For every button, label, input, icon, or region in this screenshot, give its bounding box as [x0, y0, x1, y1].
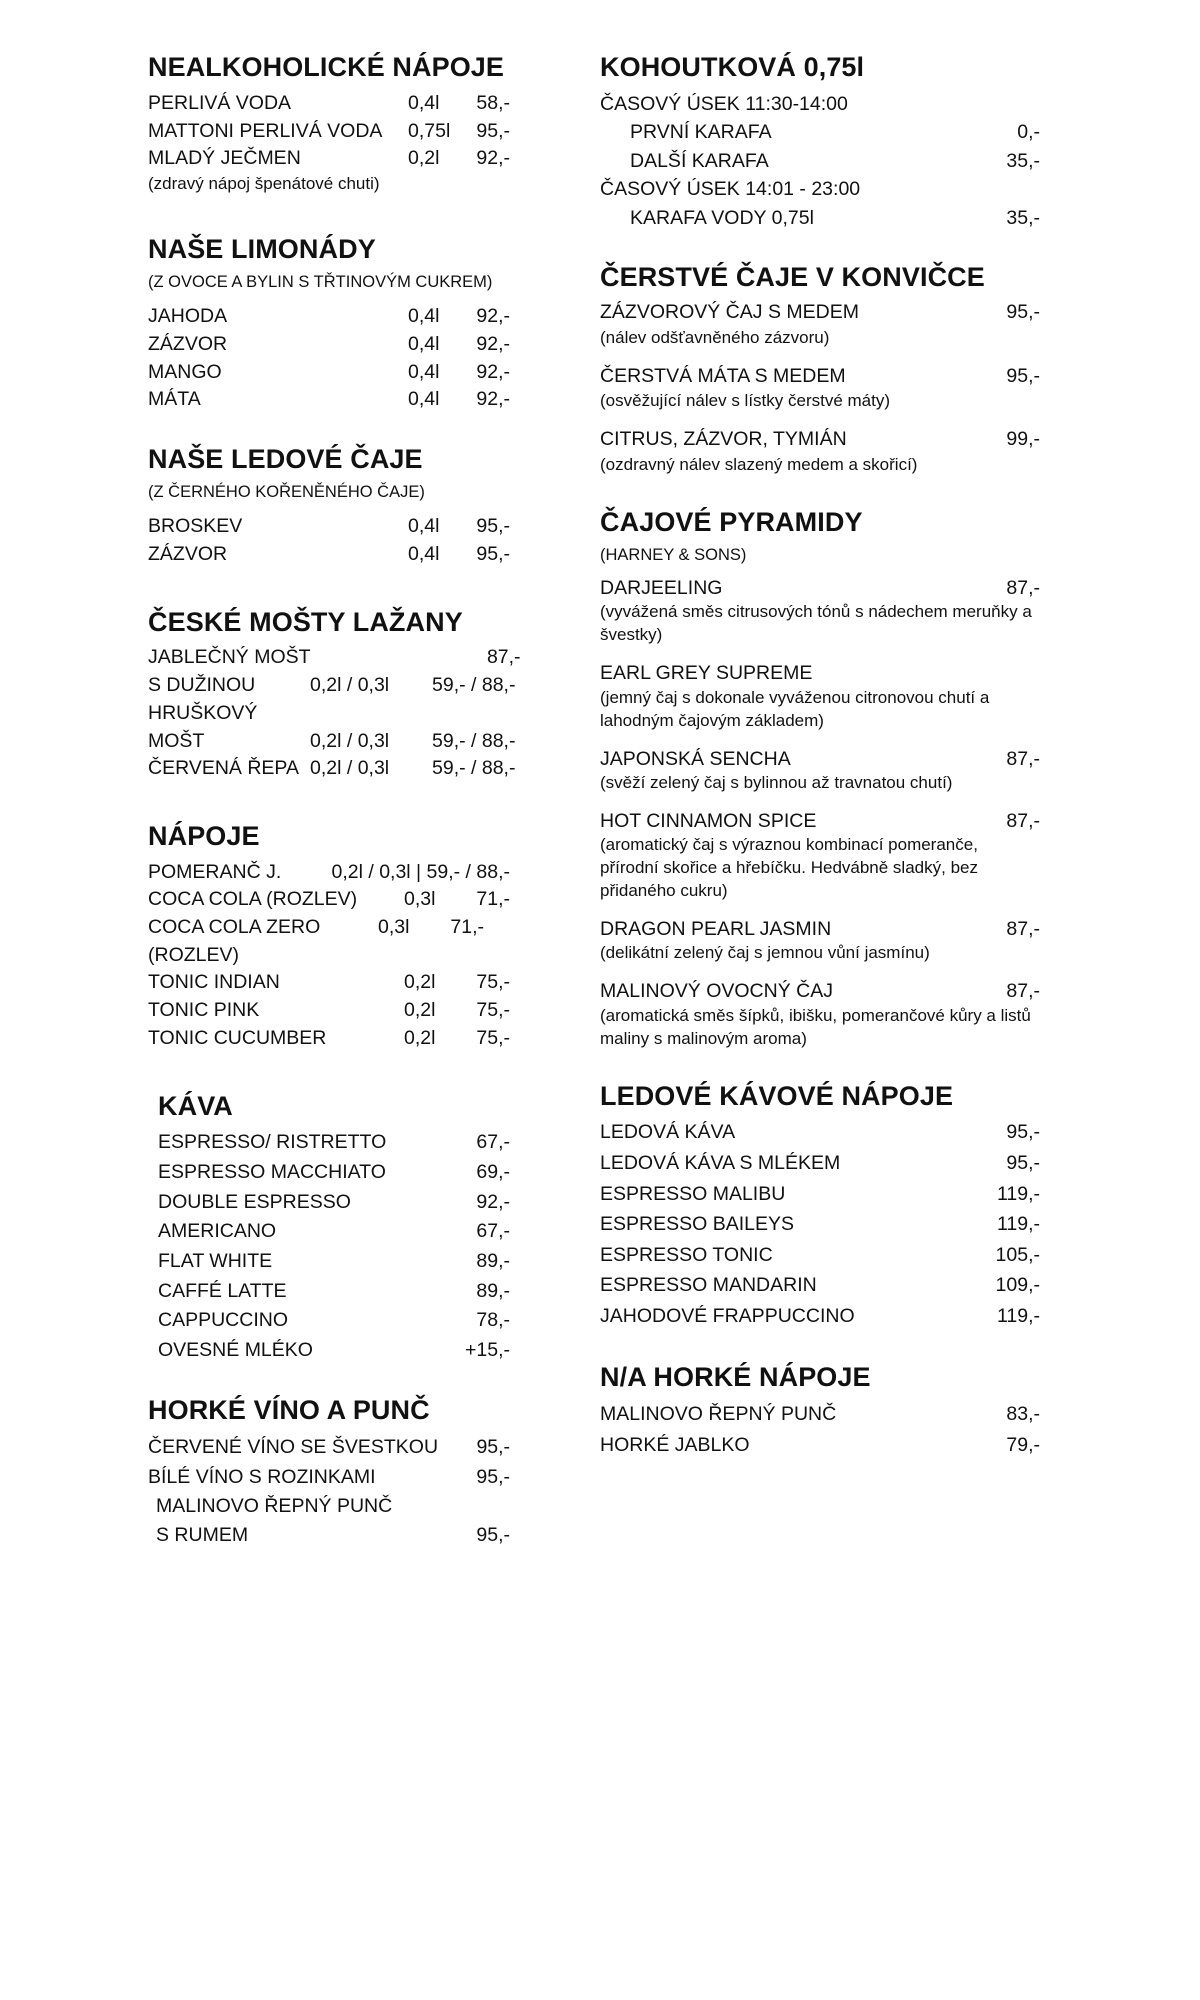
menu-item-row [630, 204, 1040, 232]
item-price: 71,- [476, 888, 510, 911]
item-name: ZÁZVOR [148, 332, 228, 355]
menu-item-row [148, 1492, 510, 1521]
item-name: ESPRESSO TONIC [600, 1243, 773, 1266]
section-subtitle: (Z ČERNÉHO KOŘENĚNÉHO ČAJE) [148, 482, 425, 501]
section-title: KOHOUTKOVÁ 0,75l [600, 52, 865, 82]
section-horke-vino-a-punc [148, 1395, 510, 1550]
item-price: 75,- [476, 999, 510, 1022]
item-price: 59,- / 88,- [432, 729, 516, 752]
item-name: PRVNÍ KARAFA [630, 121, 772, 144]
menu-item-row [148, 118, 510, 146]
item-volume: 0,2l [404, 999, 436, 1022]
item-name: AMERICANO [158, 1220, 277, 1243]
menu-item-row [158, 1128, 510, 1158]
item-list [600, 1117, 1040, 1331]
menu-item-row [600, 917, 1040, 942]
menu-item-row [148, 331, 510, 359]
item-price: 35,- [1006, 206, 1040, 229]
item-price: 58,- [476, 91, 510, 114]
item-list [600, 1399, 1040, 1460]
menu-item-group [600, 661, 1040, 732]
item-volume: 0,2l [408, 147, 440, 170]
menu-item-row [148, 1521, 510, 1550]
item-name: ESPRESSO MALIBU [600, 1182, 786, 1205]
section-title: NEALKOHOLICKÉ NÁPOJE [148, 52, 505, 82]
item-name: MÁTA [148, 388, 201, 411]
item-price: 87,- [1006, 809, 1040, 832]
item-name: PERLIVÁ VODA [148, 91, 292, 114]
menu-item-row [600, 1240, 1040, 1271]
menu-item-row [148, 672, 516, 700]
item-price: 109,- [995, 1274, 1040, 1297]
item-price: 0,- [1017, 121, 1040, 144]
section-nase-limonady [148, 234, 510, 414]
menu-item-group [600, 576, 1040, 647]
item-name: COCA COLA ZERO (ROZLEV) [148, 916, 321, 966]
item-price: 95,- [1006, 1151, 1040, 1174]
item-list [148, 90, 510, 173]
item-volume: 0,2l [404, 971, 436, 994]
item-price: 119,- [997, 1304, 1040, 1327]
item-price: 95,- [1006, 1121, 1040, 1144]
section-kava [148, 1091, 510, 1366]
item-name: ESPRESSO MACCHIATO [158, 1161, 386, 1184]
menu-item-group [600, 917, 1040, 965]
item-volume: 0,2l / 0,3l [310, 674, 390, 697]
item-name: LEDOVÁ KÁVA [600, 1121, 736, 1144]
section-subtitle: (Z OVOCE A BYLIN S TŘTINOVÝM CUKREM) [148, 272, 493, 291]
menu-item-row [600, 1430, 1040, 1461]
item-description: (delikátní zelený čaj s jemnou vůní jasmínu) [600, 943, 930, 963]
item-name: HRUŠKOVÝ [148, 701, 258, 724]
item-price: 92,- [476, 388, 510, 411]
menu-item-row [148, 386, 510, 414]
time-period-label: ČASOVÝ ÚSEK 11:30-14:00 [600, 92, 848, 115]
menu-item-row [148, 914, 510, 969]
menu-item-row [148, 359, 510, 387]
item-name: TONIC PINK [148, 999, 260, 1022]
item-volume: 0,3l [404, 888, 436, 911]
item-price: 71,- [450, 916, 484, 939]
item-price: 69,- [476, 1161, 510, 1184]
item-name: CITRUS, ZÁZVOR, TYMIÁN [600, 428, 847, 451]
menu-column-right [600, 52, 1200, 1580]
item-price: 59,- / 88,- [432, 757, 516, 780]
item-price: 95,- [476, 1524, 510, 1547]
item-price: 59,- / 88,- [432, 674, 516, 697]
item-list [600, 204, 1040, 232]
item-price: 95,- [476, 542, 510, 565]
section-title: N/A HORKÉ NÁPOJE [600, 1361, 871, 1392]
section-title: NAŠE LEDOVÉ ČAJE [148, 443, 423, 474]
menu-item-row [600, 299, 1040, 327]
item-price: 89,- [476, 1279, 510, 1302]
item-volume: 0,4l [408, 388, 440, 411]
menu-item-row [158, 1188, 510, 1218]
item-name: CAPPUCCINO [158, 1309, 289, 1332]
item-name: LEDOVÁ KÁVA S MLÉKEM [600, 1151, 841, 1174]
section-kohoutkova [600, 52, 1040, 232]
item-price: 99,- [1006, 428, 1040, 451]
menu-item-row [630, 118, 1040, 146]
menu-item-row [600, 661, 1040, 686]
menu-item-group [600, 809, 1040, 903]
section-title: ČESKÉ MOŠTY LAŽANY [148, 606, 463, 637]
item-name: JAHODOVÉ FRAPPUCCINO [600, 1304, 855, 1327]
menu-item-row [600, 1117, 1040, 1148]
item-list [148, 303, 510, 414]
item-volume: 0,4l [408, 305, 440, 328]
item-price: 75,- [476, 1026, 510, 1049]
item-price: 92,- [476, 332, 510, 355]
item-description: (aromatická směs šípků, ibišku, pomerančové kůry a listů maliny s malinovým aroma) [600, 1005, 1031, 1048]
item-description: (vyvážená směs citrusových tónů s nádechem meruňky a švestky) [600, 602, 1032, 645]
menu-item-row [600, 576, 1040, 601]
item-price: 87,- [1006, 980, 1040, 1003]
menu-item-row [148, 1025, 510, 1053]
item-description: (nálev odšťavněného zázvoru) [600, 327, 830, 347]
menu-item-row [600, 426, 1040, 454]
item-volume: 0,4l [408, 332, 440, 355]
menu-item-row [600, 1179, 1040, 1210]
menu-item-row [600, 363, 1040, 391]
item-name: TONIC CUCUMBER [148, 1026, 327, 1049]
menu-item-row [600, 1209, 1040, 1240]
item-description: (osvěžující nálev s lístky čerstvé máty) [600, 391, 891, 411]
item-volume: 0,2l / 0,3l | 59,- / 88,- [331, 860, 510, 883]
item-price: 83,- [1006, 1403, 1040, 1426]
menu-item-row [148, 700, 510, 728]
menu-item-row [630, 147, 1040, 175]
item-name: ČERVENÁ ŘEPA [148, 757, 299, 780]
item-name: ČERVENÉ VÍNO SE ŠVESTKOU [148, 1436, 439, 1459]
item-name: MATTONI PERLIVÁ VODA [148, 119, 383, 142]
item-description: (zdravý nápoj špenátové chuti) [148, 173, 380, 193]
item-name: MALINOVO ŘEPNÝ PUNČ [600, 1403, 837, 1426]
item-name: ESPRESSO/ RISTRETTO [158, 1131, 387, 1154]
item-name: ZÁZVOROVÝ ČAJ S MEDEM [600, 300, 859, 323]
menu-item-row [158, 1336, 510, 1366]
item-name: OVESNÉ MLÉKO [158, 1338, 313, 1361]
item-name: ČERSTVÁ MÁTA S MEDEM [600, 364, 846, 387]
menu-item-row [148, 145, 510, 173]
item-name: FLAT WHITE [158, 1249, 273, 1272]
item-price: 67,- [476, 1131, 510, 1154]
menu-item-row [158, 1306, 510, 1336]
section-title: ČERSTVÉ ČAJE V KONVIČCE [600, 262, 985, 293]
item-name: S DUŽINOU [148, 674, 256, 697]
menu-item-row [600, 747, 1040, 772]
menu-item-row [600, 1399, 1040, 1430]
item-name: S RUMEM [156, 1524, 249, 1547]
menu-item-row [158, 1247, 510, 1277]
item-name: JABLEČNÝ MOŠT [148, 646, 311, 669]
item-price: 79,- [1006, 1434, 1040, 1457]
section-nealkoholicke-napoje [148, 52, 510, 196]
time-period-label: ČASOVÝ ÚSEK 14:01 - 23:00 [600, 178, 861, 201]
item-name: MLADÝ JEČMEN [148, 147, 301, 170]
section-title: NÁPOJE [148, 820, 260, 851]
item-price: 92,- [476, 360, 510, 383]
menu-item-row [148, 513, 510, 541]
item-name: KARAFA VODY 0,75l [630, 206, 814, 229]
menu-item-row [600, 1301, 1040, 1332]
item-list [158, 1128, 510, 1365]
menu-item-row [600, 979, 1040, 1004]
item-name: CAFFÉ LATTE [158, 1279, 287, 1302]
item-price: 75,- [476, 971, 510, 994]
item-price: +15,- [465, 1338, 510, 1361]
item-name: JAHODA [148, 305, 228, 328]
menu-item-row [158, 1158, 510, 1188]
menu-item-row [148, 728, 516, 756]
menu-item-row [148, 1463, 510, 1492]
item-price: 87,- [486, 646, 521, 669]
section-subtitle: (HARNEY & SONS) [600, 545, 747, 564]
item-volume: 0,2l [404, 1026, 436, 1049]
item-name: MALINOVO ŘEPNÝ PUNČ [156, 1494, 393, 1517]
item-price: 105,- [995, 1243, 1040, 1266]
item-name: DARJEELING [600, 577, 723, 600]
item-volume: 0,75l [408, 119, 451, 142]
section-na-horke-napoje [600, 1362, 1040, 1461]
item-name: ESPRESSO BAILEYS [600, 1213, 795, 1236]
item-price: 92,- [476, 305, 510, 328]
item-list [148, 859, 510, 1053]
item-price: 95,- [476, 119, 510, 142]
item-list [148, 1433, 510, 1550]
item-name: HORKÉ JABLKO [600, 1434, 750, 1457]
menu-item-row [148, 886, 510, 914]
item-list [148, 644, 521, 782]
menu-item-row [148, 859, 510, 887]
section-cajove-pyramidy [600, 507, 1040, 1051]
menu-item-group [600, 979, 1040, 1050]
item-name: JAPONSKÁ SENCHA [600, 747, 791, 770]
menu-item-row [148, 1433, 510, 1462]
item-name: POMERANČ J. [148, 860, 282, 883]
item-price: 87,- [1006, 747, 1040, 770]
menu-item-row [158, 1217, 510, 1247]
menu-item-group [600, 747, 1040, 795]
item-price: 95,- [476, 515, 510, 538]
item-description: (svěží zelený čaj s bylinnou až travnatou chutí) [600, 772, 953, 792]
menu-item-group [600, 363, 1040, 414]
item-list [148, 513, 510, 568]
item-name: BÍLÉ VÍNO S ROZINKAMI [148, 1465, 376, 1488]
item-description: (jemný čaj s dokonale vyváženou citronovou chutí a lahodným čajovým základem) [600, 687, 990, 730]
menu-item-row [148, 541, 510, 569]
item-price: 87,- [1006, 577, 1040, 600]
menu-item-group [600, 299, 1040, 350]
menu-item-row [148, 90, 510, 118]
item-price: 95,- [476, 1465, 510, 1488]
section-napoje [148, 821, 510, 1053]
item-name: EARL GREY SUPREME [600, 662, 813, 685]
item-price: 92,- [476, 1190, 510, 1213]
drinks-menu [0, 52, 1200, 1580]
menu-item-row [600, 1270, 1040, 1301]
section-nase-ledove-caje [148, 444, 510, 569]
menu-item-row [148, 969, 510, 997]
section-title: HORKÉ VÍNO A PUNČ [148, 1395, 430, 1426]
item-description: (aromatický čaj s výraznou kombinací pomeranče, přírodní skořice a hřebíčku. Hedvábně sladký, bez přidaného cukru) [600, 835, 978, 901]
item-volume: 0,2l / 0,3l [310, 757, 390, 780]
item-price: 67,- [476, 1220, 510, 1243]
menu-item-row [148, 755, 516, 783]
item-price: 119,- [997, 1182, 1040, 1205]
menu-item-row [148, 303, 510, 331]
item-price: 78,- [476, 1309, 510, 1332]
item-price: 95,- [1006, 300, 1040, 323]
menu-item-row [600, 1148, 1040, 1179]
section-title: LEDOVÉ KÁVOVÉ NÁPOJE [600, 1080, 954, 1111]
item-price: 35,- [1006, 149, 1040, 172]
item-name: MALINOVÝ OVOCNÝ ČAJ [600, 980, 833, 1003]
section-title: ČAJOVÉ PYRAMIDY [600, 506, 863, 537]
menu-item-row [148, 997, 510, 1025]
item-price: 119,- [997, 1213, 1040, 1236]
menu-column-left [0, 52, 600, 1580]
item-name: DOUBLE ESPRESSO [158, 1190, 351, 1213]
item-name: DALŠÍ KARAFA [630, 149, 769, 172]
item-price: 95,- [1006, 364, 1040, 387]
menu-item-group [600, 426, 1040, 477]
section-title: KÁVA [158, 1090, 233, 1121]
item-price: 95,- [476, 1436, 511, 1459]
menu-item-row [148, 644, 521, 672]
section-ceske-mosty-lazany [148, 606, 521, 783]
item-list [600, 118, 1040, 175]
item-volume: 0,3l [378, 916, 410, 939]
item-name: ESPRESSO MANDARIN [600, 1274, 817, 1297]
item-name: MOŠT [148, 729, 205, 752]
item-name: TONIC INDIAN [148, 971, 280, 994]
item-price: 87,- [1006, 918, 1040, 941]
item-volume: 0,4l [408, 360, 440, 383]
item-volume: 0,4l [408, 91, 440, 114]
item-name: COCA COLA (ROZLEV) [148, 888, 358, 911]
item-name: BROSKEV [148, 515, 243, 538]
item-name: HOT CINNAMON SPICE [600, 809, 817, 832]
item-volume: 0,4l [408, 542, 440, 565]
item-name: MANGO [148, 360, 222, 383]
item-name: ZÁZVOR [148, 542, 228, 565]
item-price: 89,- [476, 1249, 510, 1272]
item-volume: 0,2l / 0,3l [310, 729, 390, 752]
item-description: (ozdravný nálev slazený medem a skořicí) [600, 454, 918, 474]
item-price: 92,- [476, 147, 510, 170]
section-cerstve-caje-v-konvicce [600, 262, 1040, 477]
item-volume: 0,4l [408, 515, 440, 538]
menu-item-row [600, 809, 1040, 834]
section-ledove-kavove-napoje [600, 1081, 1040, 1332]
item-name: DRAGON PEARL JASMIN [600, 918, 832, 941]
section-title: NAŠE LIMONÁDY [148, 233, 376, 264]
menu-item-row [158, 1277, 510, 1307]
